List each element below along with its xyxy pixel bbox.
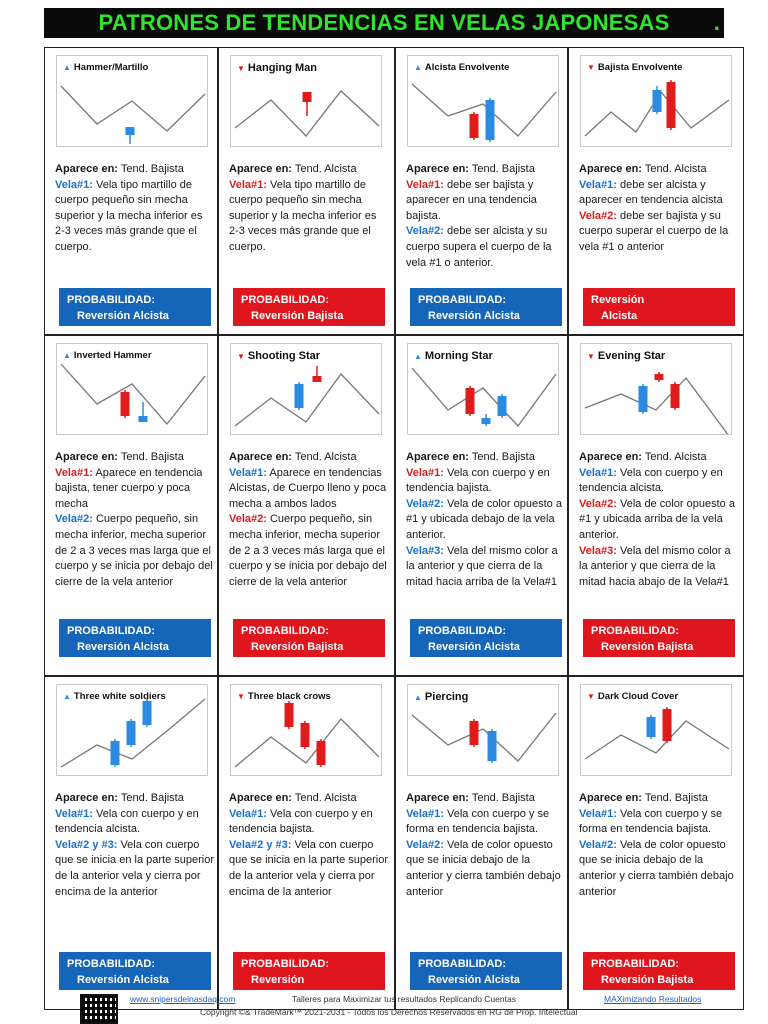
description-label: Vela#2: bbox=[55, 513, 93, 526]
pattern-description bbox=[579, 450, 739, 590]
description-line bbox=[229, 178, 389, 256]
pattern-chart bbox=[580, 343, 732, 435]
footer-slogan-link[interactable]: MAXimizando Resultados bbox=[604, 994, 702, 1004]
description-line bbox=[406, 178, 566, 225]
description-line bbox=[406, 466, 566, 497]
probability-label: PROBABILIDAD: bbox=[67, 625, 155, 637]
pattern-title bbox=[63, 691, 166, 702]
pattern-title bbox=[587, 350, 665, 362]
description-text: Tend. Alcista bbox=[291, 792, 357, 804]
description-text: Vela con cuerpo que se inicia en la parte superior de la anterior vela y cierra por encima de la anterior bbox=[229, 838, 388, 898]
candle-body bbox=[121, 392, 130, 416]
probability-label: PROBABILIDAD: bbox=[241, 958, 329, 970]
description-line bbox=[579, 544, 739, 591]
pattern-description bbox=[55, 791, 215, 900]
description-label: Aparece en: bbox=[229, 163, 292, 175]
description-text: Vela con cuerpo que se inicia en la parte superior de la anterior vela y cierra por encima de la anterior bbox=[55, 838, 214, 898]
description-line bbox=[55, 807, 215, 838]
pattern-card bbox=[44, 676, 218, 1010]
description-label: Vela#2: bbox=[579, 209, 617, 222]
pattern-card bbox=[218, 47, 395, 335]
pattern-title bbox=[63, 350, 152, 361]
footer-copyright: Copyright ©& TradeMark™ 2021-2031 - Todos los Derechos Reservados en RG de Prop. Intelectual bbox=[200, 1007, 578, 1017]
description-text: Tend. Alcista bbox=[641, 163, 707, 175]
pattern-title bbox=[237, 62, 317, 74]
pattern-title-text: Morning Star bbox=[424, 350, 493, 362]
pattern-card bbox=[218, 676, 395, 1010]
description-line bbox=[579, 807, 739, 838]
page-title-bar bbox=[44, 8, 724, 38]
trend-line bbox=[412, 84, 556, 136]
pattern-title bbox=[587, 62, 682, 73]
pattern-chart bbox=[56, 684, 208, 776]
title-dot: . bbox=[713, 10, 720, 35]
description-text: Vela de color opuesto que se inicia debajo de la anterior y cierra también debajo anterior bbox=[406, 838, 561, 898]
description-label: Vela#2 y #3: bbox=[229, 838, 292, 851]
description-text: Vela con cuerpo y se forma en tendencia bajista. bbox=[579, 807, 723, 836]
description-label: Vela#1: bbox=[406, 466, 444, 479]
description-line bbox=[55, 162, 215, 178]
website-link[interactable]: www.snipersdelnasdaq.com bbox=[130, 994, 236, 1004]
triangle-down-icon: ▼ bbox=[587, 692, 595, 701]
description-label: Vela#1: bbox=[579, 178, 617, 191]
description-line bbox=[579, 466, 739, 497]
triangle-down-icon: ▼ bbox=[587, 352, 595, 361]
pattern-title bbox=[414, 691, 468, 703]
probability-banner bbox=[583, 288, 735, 326]
probability-value: Reversión Alcista bbox=[77, 310, 169, 322]
description-label: Aparece en: bbox=[406, 451, 469, 463]
triangle-down-icon: ▼ bbox=[237, 352, 245, 361]
candle-body bbox=[470, 721, 479, 745]
pattern-chart bbox=[230, 55, 382, 147]
pattern-description bbox=[406, 162, 566, 271]
description-text: Cuerpo pequeño, sin mecha inferior, mecha superior de 2 a 3 veces mas larga que el cuerpo y se inicia por debajo del cierre de la vela anterior bbox=[55, 513, 213, 588]
pattern-title-text: Alcista Envolvente bbox=[424, 62, 510, 73]
description-text: Vela con cuerpo y en tendencia alcista. bbox=[55, 807, 199, 836]
description-line bbox=[55, 791, 215, 807]
description-line bbox=[579, 178, 739, 209]
description-text: Tend. Bajista bbox=[117, 163, 184, 175]
candle-body bbox=[126, 127, 135, 135]
probability-label: PROBABILIDAD: bbox=[591, 958, 679, 970]
candle-body bbox=[139, 416, 148, 422]
description-label: Vela#1: bbox=[579, 807, 617, 820]
pattern-card bbox=[44, 335, 218, 676]
description-line bbox=[579, 162, 739, 178]
pattern-card bbox=[395, 676, 568, 1010]
trend-line bbox=[235, 374, 379, 426]
probability-value: Reversión bbox=[251, 974, 305, 986]
pattern-chart bbox=[407, 684, 559, 776]
description-text: Vela tipo martillo de cuerpo pequeño sin mecha superior y la mecha inferior es 2-3 veces más grande que el cuerpo. bbox=[55, 178, 203, 253]
candle-body bbox=[301, 723, 310, 747]
pattern-description bbox=[229, 162, 389, 256]
description-text: Vela del mismo color a la anterior y que cierra de la mitad hacia arriba de la Vela#1 bbox=[406, 544, 558, 588]
probability-banner bbox=[233, 952, 385, 990]
probability-banner bbox=[59, 952, 211, 990]
probability-value: Reversión Alcista bbox=[77, 974, 169, 986]
qr-code-icon[interactable] bbox=[80, 994, 118, 1024]
pattern-description bbox=[55, 450, 215, 590]
pattern-title-text: Shooting Star bbox=[247, 350, 321, 362]
pattern-card bbox=[44, 47, 218, 335]
candle-body bbox=[498, 396, 507, 416]
description-text: Cuerpo pequeño, sin mecha inferior, mecha superior de 2 a 3 veces más larga que el cuerpo y se inicia por debajo del cierre de la vela anterior bbox=[229, 513, 387, 588]
probability-banner bbox=[583, 619, 735, 657]
triangle-up-icon: ▲ bbox=[63, 692, 71, 701]
description-label: Vela#2: bbox=[229, 513, 267, 526]
candle-body bbox=[295, 384, 304, 408]
description-text: debe ser alcista y aparecer en tendencia alcista bbox=[579, 178, 723, 207]
description-line bbox=[55, 178, 215, 256]
description-line bbox=[55, 450, 215, 466]
candle-body bbox=[653, 90, 662, 112]
pattern-chart bbox=[230, 343, 382, 435]
description-text: Vela de color opuesto a #1 y ubicada debajo de la vela anterior. bbox=[406, 497, 562, 541]
pattern-card bbox=[568, 335, 744, 676]
description-label: Vela#2: bbox=[406, 225, 444, 238]
triangle-down-icon: ▼ bbox=[237, 64, 245, 73]
description-label: Vela#2: bbox=[579, 497, 617, 510]
candle-body bbox=[317, 741, 326, 765]
probability-value: Alcista bbox=[601, 310, 638, 322]
pattern-card bbox=[218, 335, 395, 676]
candle-body bbox=[303, 92, 312, 102]
pattern-title-text: Three white soldiers bbox=[73, 691, 166, 702]
triangle-down-icon: ▼ bbox=[587, 63, 595, 72]
trend-line bbox=[412, 713, 556, 761]
pattern-chart bbox=[580, 684, 732, 776]
candle-body bbox=[127, 721, 136, 745]
candle-body bbox=[671, 384, 680, 408]
probability-banner bbox=[583, 952, 735, 990]
description-line bbox=[229, 450, 389, 466]
pattern-title-text: Three black crows bbox=[247, 691, 331, 702]
pattern-title-text: Evening Star bbox=[597, 350, 666, 362]
description-label: Vela#1: bbox=[55, 466, 93, 479]
description-label: Vela#1: bbox=[229, 178, 267, 191]
candle-body bbox=[488, 731, 497, 761]
pattern-chart bbox=[580, 55, 732, 147]
candle-body bbox=[486, 100, 495, 140]
description-line bbox=[579, 497, 739, 544]
pattern-chart bbox=[407, 343, 559, 435]
description-label: Vela#1: bbox=[55, 178, 93, 191]
probability-label: Reversión bbox=[591, 294, 645, 306]
pattern-title-text: Hammer/Martillo bbox=[73, 62, 149, 73]
description-line bbox=[55, 838, 215, 900]
description-line bbox=[579, 791, 739, 807]
pattern-card bbox=[395, 335, 568, 676]
triangle-up-icon: ▲ bbox=[63, 63, 71, 72]
description-line bbox=[229, 466, 389, 513]
pattern-description bbox=[579, 162, 739, 256]
pattern-description bbox=[229, 450, 389, 590]
probability-value: Reversión Alcista bbox=[428, 974, 520, 986]
probability-banner bbox=[233, 619, 385, 657]
description-text: Tend. Bajista bbox=[117, 792, 184, 804]
probability-label: PROBABILIDAD: bbox=[418, 625, 506, 637]
candle-body bbox=[466, 388, 475, 414]
pattern-description bbox=[55, 162, 215, 256]
candle-body bbox=[639, 386, 648, 412]
description-text: Tend. Bajista bbox=[468, 163, 535, 175]
probability-label: PROBABILIDAD: bbox=[418, 294, 506, 306]
pattern-title-text: Bajista Envolvente bbox=[597, 62, 683, 73]
description-label: Vela#1: bbox=[406, 178, 444, 191]
candle-body bbox=[667, 82, 676, 128]
triangle-up-icon: ▲ bbox=[414, 352, 422, 361]
pattern-title bbox=[414, 62, 509, 73]
description-label: Vela#3: bbox=[406, 544, 444, 557]
description-line bbox=[229, 512, 389, 590]
pattern-card bbox=[568, 47, 744, 335]
pattern-title-text: Dark Cloud Cover bbox=[597, 691, 679, 702]
description-text: Vela con cuerpo y en tendencia bajista. bbox=[229, 807, 373, 836]
description-line bbox=[406, 544, 566, 591]
trend-line bbox=[61, 86, 205, 131]
trend-line bbox=[61, 364, 205, 424]
description-label: Vela#3: bbox=[579, 544, 617, 557]
trend-line bbox=[585, 378, 729, 434]
description-text: Aparece en tendencias Alcistas, de Cuerpo lleno y poca mecha a ambos lados bbox=[229, 466, 387, 510]
pattern-title-text: Piercing bbox=[424, 691, 469, 703]
triangle-down-icon: ▼ bbox=[237, 692, 245, 701]
probability-value: Reversión Alcista bbox=[428, 641, 520, 653]
pattern-description bbox=[406, 791, 566, 900]
pattern-chart bbox=[230, 684, 382, 776]
probability-banner bbox=[410, 288, 562, 326]
probability-label: PROBABILIDAD: bbox=[67, 958, 155, 970]
description-label: Vela#1: bbox=[229, 466, 267, 479]
description-line bbox=[406, 224, 566, 271]
probability-banner bbox=[59, 619, 211, 657]
pattern-description bbox=[406, 450, 566, 590]
description-line bbox=[579, 838, 739, 900]
description-label: Aparece en: bbox=[579, 163, 642, 175]
probability-label: PROBABILIDAD: bbox=[591, 625, 679, 637]
candle-body bbox=[655, 374, 664, 380]
description-label: Aparece en: bbox=[55, 451, 118, 463]
description-line bbox=[229, 838, 389, 900]
description-label: Aparece en: bbox=[406, 163, 469, 175]
description-text: Tend. Bajista bbox=[117, 451, 184, 463]
probability-label: PROBABILIDAD: bbox=[241, 625, 329, 637]
description-label: Aparece en: bbox=[229, 451, 292, 463]
description-text: debe ser bajista y aparecer en una tendencia bajista. bbox=[406, 178, 537, 222]
pattern-title bbox=[414, 350, 493, 362]
description-line bbox=[406, 807, 566, 838]
triangle-up-icon: ▲ bbox=[63, 351, 71, 360]
description-label: Vela#2: bbox=[579, 838, 617, 851]
description-line bbox=[579, 209, 739, 256]
description-text: Vela del mismo color a la anterior y que cierra de la mitad hacia abajo de la Vela#1 bbox=[579, 544, 731, 588]
probability-banner bbox=[233, 288, 385, 326]
description-text: Vela con cuerpo y en tendencia bajista. bbox=[406, 466, 550, 495]
description-text: Vela de color opuesto que se inicia debajo de la anterior y cierra también debajo anterior bbox=[579, 838, 734, 898]
description-label: Vela#2 y #3: bbox=[55, 838, 118, 851]
candle-body bbox=[313, 376, 322, 382]
description-text: Tend. Alcista bbox=[641, 451, 707, 463]
pattern-title-text: Inverted Hammer bbox=[73, 350, 152, 361]
description-text: Aparece en tendencia bajista, tener cuerpo y poca mecha bbox=[55, 466, 203, 510]
description-label: Vela#1: bbox=[229, 807, 267, 820]
description-text: Tend. Bajista bbox=[468, 792, 535, 804]
pattern-title bbox=[63, 62, 148, 73]
description-label: Vela#2: bbox=[406, 497, 444, 510]
trend-line bbox=[412, 368, 556, 426]
probability-label: PROBABILIDAD: bbox=[67, 294, 155, 306]
description-text: Vela con cuerpo y se forma en tendencia bajista. bbox=[406, 807, 550, 836]
description-text: Vela de color opuesto a #1 y ubicada arriba de la vela anterior. bbox=[579, 497, 735, 541]
pattern-chart bbox=[56, 55, 208, 147]
description-label: Aparece en: bbox=[55, 792, 118, 804]
probability-value: Reversión Bajista bbox=[601, 641, 694, 653]
description-text: Vela tipo martillo de cuerpo pequeño sin mecha superior y la mecha inferior es 2-3 veces más grande que el cuerpo. bbox=[229, 178, 377, 253]
probability-banner bbox=[410, 952, 562, 990]
description-text: debe ser alcista y su cuerpo supera el cuerpo de la vela #1 o anterior. bbox=[406, 225, 552, 269]
candle-body bbox=[647, 717, 656, 737]
candle-body bbox=[143, 701, 152, 725]
description-label: Aparece en: bbox=[579, 792, 642, 804]
pattern-card bbox=[395, 47, 568, 335]
candle-body bbox=[482, 418, 491, 424]
patterns-grid bbox=[44, 47, 744, 1010]
description-label: Aparece en: bbox=[579, 451, 642, 463]
description-label: Vela#1: bbox=[579, 466, 617, 479]
pattern-title bbox=[237, 691, 331, 702]
pattern-description bbox=[229, 791, 389, 900]
trend-line bbox=[585, 721, 729, 759]
description-line bbox=[406, 497, 566, 544]
triangle-up-icon: ▲ bbox=[414, 63, 422, 72]
candle-body bbox=[285, 703, 294, 727]
description-text: Tend. Bajista bbox=[468, 451, 535, 463]
description-line bbox=[406, 162, 566, 178]
pattern-title bbox=[587, 691, 678, 702]
description-line bbox=[229, 162, 389, 178]
probability-value: Reversión Alcista bbox=[428, 310, 520, 322]
probability-value: Reversión Alcista bbox=[77, 641, 169, 653]
description-label: Aparece en: bbox=[229, 792, 292, 804]
pattern-description bbox=[579, 791, 739, 900]
description-line bbox=[229, 791, 389, 807]
description-line bbox=[406, 838, 566, 900]
pattern-chart bbox=[407, 55, 559, 147]
description-label: Vela#1: bbox=[406, 807, 444, 820]
description-text: Vela con cuerpo y en tendencia alcista. bbox=[579, 466, 723, 495]
description-text: Tend. Alcista bbox=[291, 451, 357, 463]
description-line bbox=[55, 466, 215, 513]
description-label: Vela#1: bbox=[55, 807, 93, 820]
probability-banner bbox=[59, 288, 211, 326]
footer-tagline: Talleres para Maximizar tus resultados Replicando Cuentas bbox=[292, 994, 516, 1004]
probability-label: PROBABILIDAD: bbox=[418, 958, 506, 970]
description-line bbox=[406, 450, 566, 466]
description-line bbox=[55, 512, 215, 590]
pattern-title bbox=[237, 350, 320, 362]
candle-body bbox=[111, 741, 120, 765]
pattern-chart bbox=[56, 343, 208, 435]
probability-value: Reversión Bajista bbox=[601, 974, 694, 986]
description-label: Aparece en: bbox=[406, 792, 469, 804]
description-text: debe ser bajista y su cuerpo superar el cuerpo de la vela #1 o anterior bbox=[579, 209, 729, 253]
pattern-card bbox=[568, 676, 744, 1010]
probability-label: PROBABILIDAD: bbox=[241, 294, 329, 306]
description-line bbox=[579, 450, 739, 466]
description-text: Tend. Bajista bbox=[641, 792, 708, 804]
description-label: Vela#2: bbox=[406, 838, 444, 851]
description-text: Tend. Alcista bbox=[291, 163, 357, 175]
description-label: Aparece en: bbox=[55, 163, 118, 175]
description-line bbox=[406, 791, 566, 807]
triangle-up-icon: ▲ bbox=[414, 693, 422, 702]
candle-body bbox=[663, 709, 672, 741]
page-title: PATRONES DE TENDENCIAS EN VELAS JAPONESAS bbox=[98, 10, 670, 35]
probability-value: Reversión Bajista bbox=[251, 310, 344, 322]
probability-value: Reversión Bajista bbox=[251, 641, 344, 653]
probability-banner bbox=[410, 619, 562, 657]
pattern-title-text: Hanging Man bbox=[247, 62, 317, 74]
candle-body bbox=[470, 114, 479, 138]
description-line bbox=[229, 807, 389, 838]
